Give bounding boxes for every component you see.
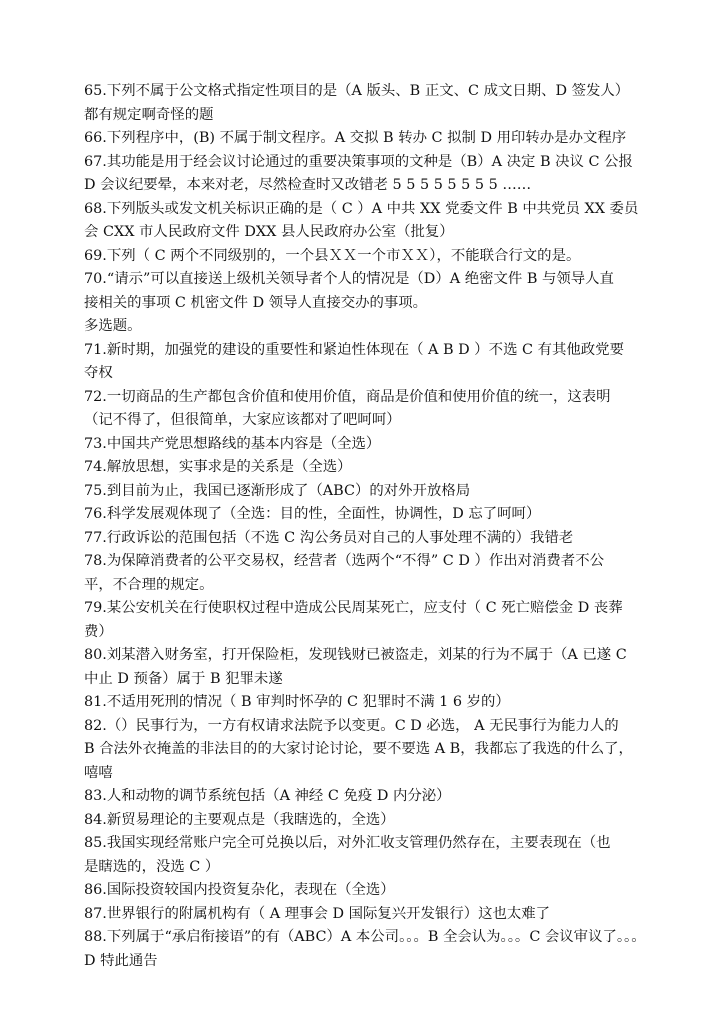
text-line: 平，不合理的规定。 xyxy=(84,576,214,593)
text-line: D 特此通告 xyxy=(84,952,158,969)
text-line: 86.国际投资较国内投资复杂化，表现在（全选） xyxy=(84,882,395,898)
text-line: 73.中国共产党思想路线的基本内容是（全选） xyxy=(84,435,381,452)
text-line: 会 CXX 市人民政府文件 DXX 县人民政府办公室（批复） xyxy=(84,224,454,240)
text-line: 费） xyxy=(84,623,113,640)
text-line: 69.下列（ C 两个不同级别的，一个县ＸＸ一个市ＸＸ），不能联合行文的是。 xyxy=(84,247,581,264)
text-line: D 会议纪要晕，本来对老，尽然检查时又改错老 5 5 5 5 5 5 5 5 …… xyxy=(84,177,532,193)
text-line: 70.“请示”可以直接送上级机关领导者个人的情况是（D）A 绝密文件 B 与领导人直 xyxy=(84,271,614,287)
text-line: 中止 D 预备）属于 B 犯罪未遂 xyxy=(84,670,283,687)
text-line: 67.其功能是用于经会议讨论通过的重要决策事项的文种是（B）A 决定 B 决议 C 公报 xyxy=(84,153,633,170)
text-line: 多选题。 xyxy=(84,318,142,334)
text-line: 88.下列属于“承启衔接语”的有（ABC）A 本公司。。。B 全会认为。。。C 会议审议了。。。 xyxy=(84,929,646,945)
text-line: 82.（）民事行为，一方有权请求法院予以变更。C D 必选， A 无民事行为能力人的 xyxy=(84,717,619,734)
text-line: 81.不适用死刑的情况（ B 审判时怀孕的 C 犯罪时不满 1 6 岁的） xyxy=(84,694,510,710)
text-line: 87.世界银行的附属机构有（ A 理事会 D 国际复兴开发银行）这也太难了 xyxy=(84,905,551,922)
document-body xyxy=(84,80,666,973)
text-line: 接相关的事项 C 机密文件 D 领导人直接交办的事项。 xyxy=(84,294,428,311)
text-line: 77.行政诉讼的范围包括（不选 C 沟公务员对自己的人事处理不满的）我错老 xyxy=(84,529,574,546)
text-line: 74.解放思想，实事求是的关系是（全选） xyxy=(84,459,352,475)
text-line: 80.刘某潜入财务室，打开保险柜，发现钱财已被盗走，刘某的行为不属于（A 已遂 C xyxy=(84,647,627,663)
text-line: 79.某公安机关在行使职权过程中造成公民周某死亡，应支付（ C 死亡赔偿金 D 丧葬 xyxy=(84,600,623,616)
text-line: 72.一切商品的生产都包含价值和使用价值，商品是价值和使用价值的统一，这表明 xyxy=(84,388,611,405)
text-line: 68.下列版头或发文机关标识正确的是（ C ）A 中共 XX 党委文件 B 中共党员 XX 委员 xyxy=(84,200,639,217)
text-line: 66.下列程序中，(B) 不属于制文程序。A 交拟 B 转办 C 拟制 D 用印转办是办文程序 xyxy=(84,130,627,146)
text-line: 都有规定啊奇怪的题 xyxy=(84,106,214,123)
text-line: 是瞎选的，没选 C ） xyxy=(84,858,220,875)
text-line: 85.我国实现经常账户完全可兑换以后，对外汇收支管理仍然存在，主要表现在（也 xyxy=(84,835,611,851)
text-line: 83.人和动物的调节系统包括（A 神经 C 免疫 D 内分泌） xyxy=(84,788,451,804)
text-line: 65.下列不属于公文格式指定性项目的是（A 版头、B 正文、C 成文日期、D 签发人） xyxy=(84,83,630,99)
text-line: 76.科学发展观体现了（全选：目的性，全面性，协调性，D 忘了呵呵） xyxy=(84,506,541,522)
text-line: （记不得了，但很简单，大家应该都对了吧呵呵） xyxy=(84,412,401,428)
text-line: 71.新时期，加强党的建设的重要性和紧迫性体现在（ A B D ）不选 C 有其他政党要 xyxy=(84,341,624,358)
text-line: 84.新贸易理论的主要观点是（我瞎选的，全选） xyxy=(84,811,395,828)
text-line: 嘻嘻 xyxy=(84,764,113,781)
text-line: 78.为保障消费者的公平交易权，经营者（选两个“不得” C D ）作出对消费者不公 xyxy=(84,553,604,569)
text-line: B 合法外衣掩盖的非法目的的大家讨论讨论，要不要选 A B，我都忘了我选的什么了， xyxy=(84,741,633,757)
text-line: 夺权 xyxy=(84,365,113,381)
text-line: 75.到目前为止，我国已逐渐形成了（ABC）的对外开放格局 xyxy=(84,482,471,499)
